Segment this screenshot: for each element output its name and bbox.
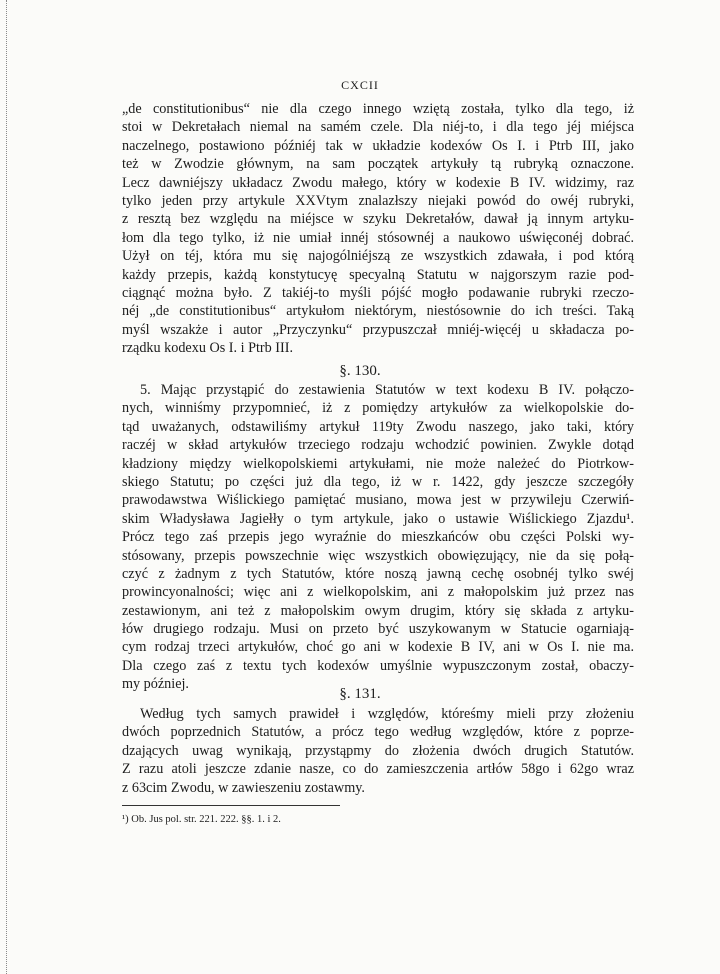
text-line: tylko jeden przy artykule XXVtym znalazłszy niejaki powód do owéj rubryki, <box>122 192 634 209</box>
text-line: prawodawstwa Wiślickiego pamiętać musiano, mowa jest w przywileju Czerwiń- <box>122 492 634 509</box>
text-line: z 63cim Zwodu, w zawieszeniu zostawmy. <box>122 779 365 796</box>
text-line: kładziony między wielkopolskiemi artykułami, nie może należeć do Piotrkow- <box>122 455 634 472</box>
text-line: Dla czego zaś z textu tych kodexów umyślnie wypuszczonym został, obaczy- <box>122 657 634 674</box>
text-line: z resztą bez względu na miéjsce w szyku Dekretałów, dawał ją innym artyku- <box>122 211 634 228</box>
text-line: naczelnego, postawiono późniéj tak w układzie kodexów Os I. i Ptrb III, jako <box>122 137 634 154</box>
footnote: ¹) Ob. Jus pol. str. 221. 222. §§. 1. i 2. <box>122 814 281 825</box>
text-line: prowincyonalności; więc ani z wielkopolskim, ani z małopolskim już przez nas <box>122 584 634 601</box>
text-line: ciągnąć można było. Z takiéj-to myśli pójść mogło podawanie rubryki rzeczo- <box>122 284 634 301</box>
text-line: „de constitutionibus“ nie dla czego innego wziętą została, tylko dla tego, iż <box>122 101 634 117</box>
footnote-divider <box>122 805 340 806</box>
text-line: néj „de constitutionibus“ artykułom niektórym, niestósownie do ich treści. Taką <box>122 303 634 320</box>
text-line: raczéj w skład artykułów trzeciego rodzaju wchodzić powinien. Zwykle dotąd <box>122 437 634 454</box>
text-line: łom dla tego tylko, iż nie umiał innéj stósownéj a naukowo uświęconéj dobrać. <box>122 229 634 246</box>
text-line: każdy przepis, każdą konstytucyę specyalną Statutu w najgorszym razie pod- <box>122 266 634 283</box>
text-line: 5. Mając przystąpić do zestawienia Statutów w text kodexu B IV. połączo- <box>140 382 634 398</box>
text-line: stoi w Dekretałach niemal na samém czele. Dla niéj-to, i dla tego jéj miéjsca <box>122 119 634 136</box>
text-line: Według tych samych prawideł i względów, któreśmy mieli przy złożeniu <box>140 706 634 722</box>
text-line: dzających uwag wynikają, przystąpmy do złożenia dwóch drugich Statutów. <box>122 742 634 759</box>
text-line: dwóch poprzednich Statutów, a prócz tego według względów, które z poprze- <box>122 724 634 741</box>
text-line: czyć z żadnym z tych Statutów, które noszą jawną cechę osobnéj tylko swéj <box>122 565 634 582</box>
text-line: skiego Statutu; po części już dla tego, iż w r. 1422, gdy jeszcze szczegóły <box>122 473 634 490</box>
section-heading-130: §. 130. <box>339 363 381 379</box>
text-line: Lecz dawniéjszy układacz Zwodu małego, który w kodexie B IV. widzimy, raz <box>122 174 634 191</box>
text-line: Z razu atoli jeszcze zdanie nasze, co do zamieszczenia artłów 58go i 62go wraz <box>122 761 634 778</box>
text-line: myśl wszakże i autor „Przyczynku“ przypuszczał mniéj-więcéj u składacza po- <box>122 321 634 338</box>
text-line: cym rodzaj trzeci artykułów, choć go ani w kodexie B IV, ani w Os I. nie ma. <box>122 639 634 656</box>
paragraph-3 <box>122 705 634 797</box>
page-number: CXCII <box>341 78 379 92</box>
text-line: zestawionym, ani też z małopolskim owym drugim, który się składa z artyku- <box>122 602 634 619</box>
text-line: Użył on téj, która mu się najogólniéjszą ze wszystkich zdawała, i pod którą <box>122 248 634 265</box>
text-line: skim Władysława Jagiełły o tym artykule, jako o ustawie Wiślickiego Zjazdu¹. <box>122 510 634 527</box>
text-line: rządku kodexu Os I. i Ptrb III. <box>122 340 293 357</box>
text-line: tąd uważanych, odstawiliśmy artykuł 119ty Zwodu naszego, jako taki, który <box>122 418 634 435</box>
text-line: stósowany, przepis powszechnie więc wszystkich obowięzujący, nie da się połą- <box>122 547 634 564</box>
text-line: też w Zwodzie głównym, na sam początek artykuły tą rubryką oznaczone. <box>122 156 634 173</box>
paragraph-2 <box>122 381 634 694</box>
paragraph-1 <box>122 100 634 357</box>
section-heading-131: §. 131. <box>339 686 381 702</box>
text-line: nych, winniśmy przypomnieć, iż z pomiędzy artykułów za wielkopolskie do- <box>122 400 634 417</box>
text-line: łów drugiego rodzaju. Musi on przeto być uszykowanym w Statucie ogarniają- <box>122 621 634 638</box>
text-line: my później. <box>122 676 189 693</box>
text-line: Prócz tego zaś przepis jego wyraźnie do mieszkańców obu części Polski wy- <box>122 529 634 546</box>
